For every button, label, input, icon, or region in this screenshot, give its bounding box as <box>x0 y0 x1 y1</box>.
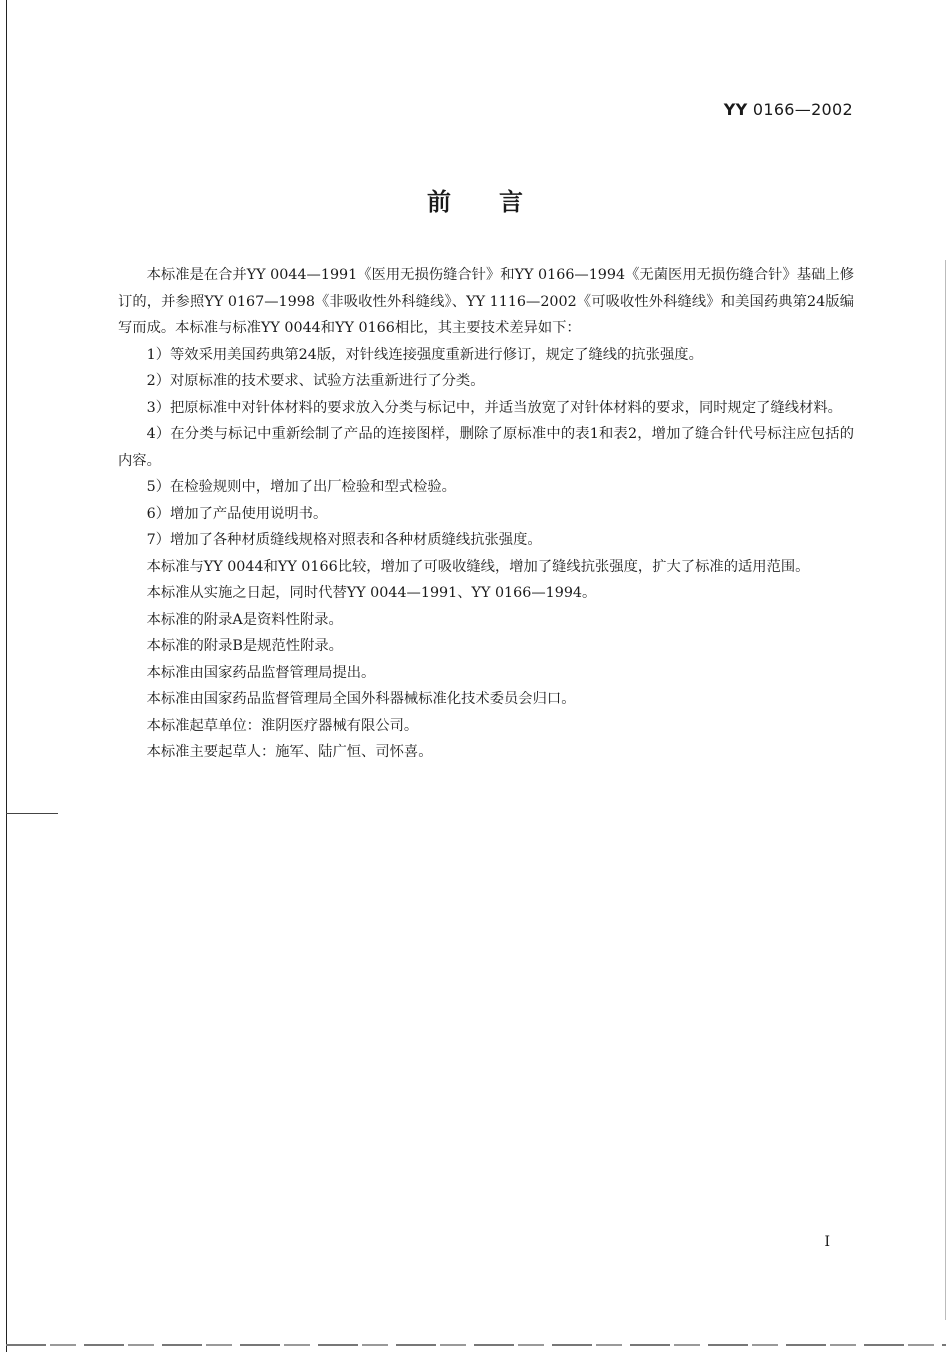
paragraph: 本标准与YY 0044和YY 0166比较，增加了可吸收缝线，增加了缝线抗张强度，扩大了标准的适用范围。 <box>146 558 810 575</box>
paragraph: 4）在分类与标记中重新绘制了产品的连接图样，删除了原标准中的表1和表2，增加了缝合针代号标注应包括的内容。 <box>118 426 854 469</box>
page-title-part2: 言 <box>499 188 523 216</box>
paragraph: 本标准的附录A是资料性附录。 <box>146 611 343 628</box>
paragraph: 本标准从实施之日起，同时代替YY 0044—1991、YY 0166—1994。 <box>146 585 597 601</box>
scan-artifact-dash <box>6 813 58 814</box>
page-number: I <box>824 1234 830 1250</box>
paragraph: 3）把原标准中对针体材料的要求放入分类与标记中，并适当放宽了对针体材料的要求，同时规定了缝线材料。 <box>146 399 842 416</box>
paragraph: 6）增加了产品使用说明书。 <box>146 505 328 522</box>
standard-code-number: 0166—2002 <box>747 100 853 119</box>
standard-code-prefix: YY <box>723 100 748 119</box>
paragraph: 本标准由国家药品监督管理局全国外科器械标准化技术委员会归口。 <box>146 691 576 707</box>
foreword-body <box>118 262 854 766</box>
scan-edge-bottom <box>6 1344 946 1346</box>
page-title <box>0 182 950 217</box>
standard-code <box>724 100 853 119</box>
paragraph: 本标准由国家药品监督管理局提出。 <box>146 664 376 681</box>
paragraph: 本标准的附录B是规范性附录。 <box>146 638 343 654</box>
page-title-part1: 前 <box>427 188 451 216</box>
paragraph: 2）对原标准的技术要求、试验方法重新进行了分类。 <box>146 373 485 389</box>
paragraph: 本标准是在合并YY 0044—1991《医用无损伤缝合针》和YY 0166—1994《无菌医用无损伤缝合针》基础上修订的，并参照YY 0167—1998《非吸收性外科缝线》、YY 1116—2002《可吸收性外科缝线》和美国药典第24版编写而成。本标准与标准YY 0044和YY 0166相比，其主要技术差异如下： <box>118 267 854 336</box>
paragraph: 本标准起草单位：淮阴医疗器械有限公司。 <box>146 717 419 734</box>
paragraph: 5）在检验规则中，增加了出厂检验和型式检验。 <box>146 479 456 495</box>
scan-edge-right <box>945 260 946 1320</box>
paragraph: 7）增加了各种材质缝线规格对照表和各种材质缝线抗张强度。 <box>146 532 542 548</box>
paragraph: 本标准主要起草人：施军、陆广恒、司怀喜。 <box>146 744 433 760</box>
paragraph: 1）等效采用美国药典第24版，对针线连接强度重新进行修订，规定了缝线的抗张强度。 <box>146 346 703 363</box>
